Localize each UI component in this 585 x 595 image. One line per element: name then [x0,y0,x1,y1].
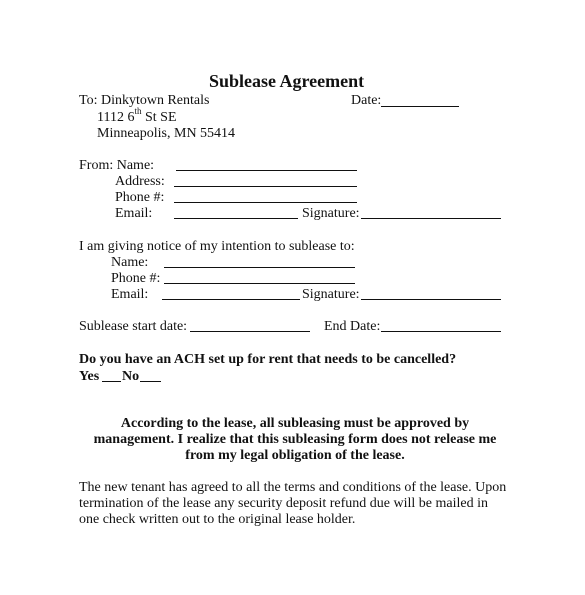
ach-yes-field[interactable] [102,381,121,382]
subtenant-phone-label: Phone #: [111,271,161,286]
end-date-label: End Date: [324,319,381,334]
page-title: Sublease Agreement [209,71,365,91]
subtenant-signature-field[interactable] [361,299,501,300]
street-number: 1112 6 [97,110,135,125]
to-recipient: To: Dinkytown Rentals [79,93,210,108]
ach-question: Do you have an ACH set up for rent that needs to be cancelled? [79,352,457,367]
terms-line-2: termination of the lease any security deposit refund due will be mailed in [79,496,488,511]
subtenant-email-field[interactable] [162,299,300,300]
from-signature-field[interactable] [361,218,501,219]
ordinal-suffix: th [134,106,142,117]
subtenant-name-label: Name: [111,255,149,270]
start-date-field[interactable] [190,331,310,332]
approval-line-1: According to the lease, all subleasing must be approved by [120,416,470,431]
subtenant-phone-field[interactable] [164,283,355,284]
date-field[interactable] [381,106,459,107]
address-line-2: Minneapolis, MN 55414 [97,126,236,141]
subtenant-name-field[interactable] [164,267,355,268]
from-address-label: Address: [115,174,165,189]
from-email-field[interactable] [174,218,298,219]
ach-yes-label: Yes [79,369,100,384]
ach-no-field[interactable] [140,381,161,382]
address-line-1 [97,106,177,126]
street-name: St SE [141,110,177,125]
date-label: Date: [351,93,382,108]
subtenant-email-label: Email: [111,287,149,302]
ach-no-label: No [122,369,140,384]
approval-line-2: management. I realize that this subleasing form does not release me [93,432,497,447]
from-signature-label: Signature: [302,206,360,221]
from-email-label: Email: [115,206,153,221]
from-name-label: From: Name: [79,158,155,173]
end-date-field[interactable] [381,331,501,332]
terms-line-1: The new tenant has agreed to all the terms and conditions of the lease. Upon [79,480,507,495]
subtenant-signature-label: Signature: [302,287,360,302]
from-phone-field[interactable] [174,202,357,203]
from-name-field[interactable] [176,170,357,171]
start-date-label: Sublease start date: [79,319,188,334]
from-phone-label: Phone #: [115,190,165,205]
from-address-field[interactable] [174,186,357,187]
terms-line-3: one check written out to the original lease holder. [79,512,356,527]
approval-line-3: from my legal obligation of the lease. [185,448,405,463]
notice-intro: I am giving notice of my intention to sublease to: [79,239,355,254]
